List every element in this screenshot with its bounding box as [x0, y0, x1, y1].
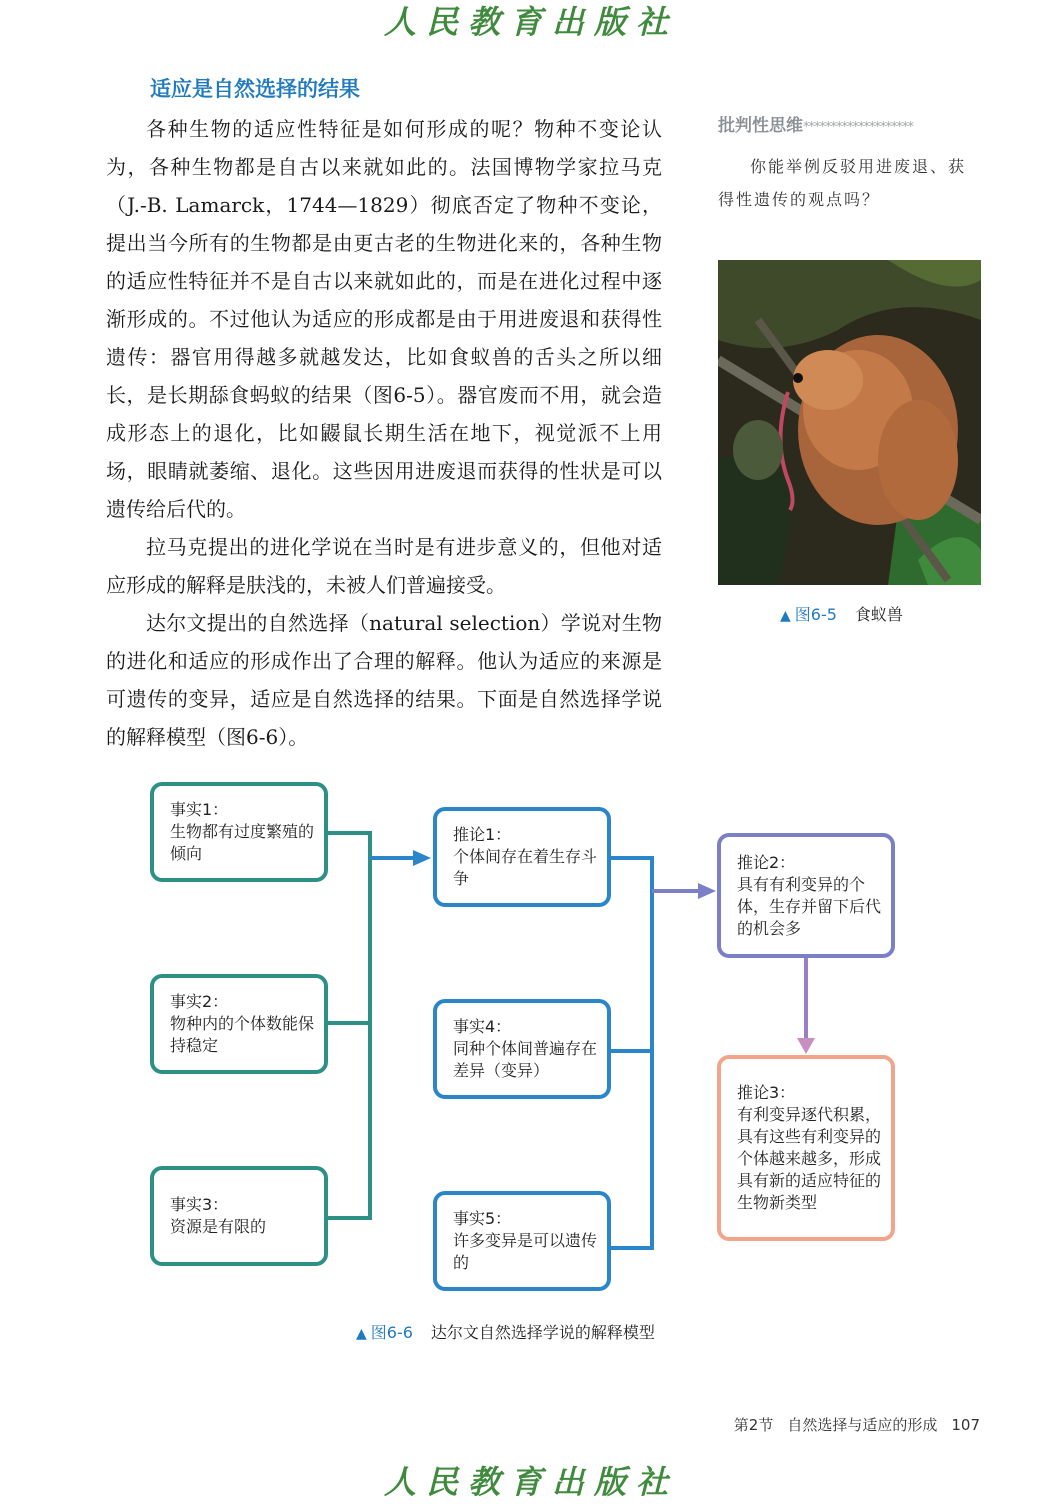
inference-3-text: 有利变异逐代积累，具有这些有利变异的个体越来越多，形成具有新的适应特征的生物新类型 [737, 1105, 882, 1212]
inference-3-title: 推论3： [737, 1083, 796, 1102]
fact-5-text: 许多变异是可以遗传的 [453, 1231, 598, 1272]
inference-2-text: 具有有利变异的个体，生存并留下后代的机会多 [737, 874, 882, 938]
figure-label: 图6-6 [370, 1323, 413, 1342]
paragraph: 拉马克提出的进化学说在当时是有进步意义的，但他对适应形成的解释是肤浅的，未被人们普遍接受。 [106, 535, 662, 597]
footer-section: 第2节 [733, 1416, 774, 1434]
critical-thinking-heading [718, 114, 982, 140]
figure-label: 图6-5 [794, 605, 837, 624]
critical-thinking-question: 你能举例反驳用进废退、获得性遗传的观点吗？ [718, 157, 967, 209]
fact-5-title: 事实5： [453, 1209, 512, 1228]
figure-caption-text: 食蚁兽 [854, 605, 903, 624]
inference-1-text: 个体间存在着生存斗争 [453, 847, 598, 888]
fact-1-title: 事实1： [170, 800, 229, 819]
fact-4-title: 事实4： [453, 1017, 512, 1036]
inference-2-title: 推论2： [737, 852, 796, 872]
fact-5-box [433, 1191, 611, 1291]
heading-label: 批判性思维 [718, 116, 803, 136]
main-text [106, 110, 662, 756]
page-number: 107 [951, 1416, 980, 1434]
fact-2-text: 物种内的个体数能保持稳定 [170, 1014, 315, 1055]
inference-3-box [717, 1055, 895, 1241]
inference-2-box [717, 833, 895, 958]
triangle-marker-icon: ▲ [780, 608, 791, 624]
inference-1-box [433, 807, 611, 907]
page-footer [720, 1414, 980, 1436]
fact-3-text: 资源是有限的 [170, 1217, 267, 1236]
fact-3-title: 事实3： [170, 1195, 229, 1214]
figure-6-5-caption [780, 604, 903, 627]
fact-1-text: 生物都有过度繁殖的倾向 [170, 822, 315, 863]
footer-title: 自然选择与适应的形成 [787, 1416, 938, 1434]
figure-6-6-caption [356, 1322, 655, 1345]
decorative-stars: ******************** [803, 120, 913, 135]
fact-4-text: 同种个体间普遍存在差异（变异） [453, 1039, 598, 1080]
fact-4-box [433, 999, 611, 1099]
fact-2-title: 事实2： [170, 992, 229, 1011]
paragraph: 各种生物的适应性特征是如何形成的呢？物种不变论认为，各种生物都是自古以来就如此的。法国博物学家拉马克（J.-B. Lamarck，1744—1829）彻底否定了物种不变论，提出当今所有的生物都是由更古老的生物进化来的，各种生物的适应性特征并不是自古以来就如此的，而是在进化过程中逐渐形成的。不过他认为适应的形成都是由于用进废退和获得性遗传：器官用得越多就越发达，比如食蚁兽的舌头之所以细长，是长期舔食蚂蚁的结果（图6-5）。器官废而不用，就会造成形态上的退化，比如鼹鼠长期生活在地下，视觉派不上用场，眼睛就萎缩、退化。这些因用进废退而获得的性状是可以遗传给后代的。 [106, 117, 662, 521]
publisher-header: 人民教育出版社 [383, 3, 678, 41]
section-title: 适应是自然选择的结果 [150, 77, 360, 101]
triangle-marker-icon: ▲ [356, 1326, 367, 1342]
figure-caption-text: 达尔文自然选择学说的解释模型 [430, 1323, 655, 1342]
fact-2-box [150, 974, 328, 1074]
natural-selection-diagram [0, 770, 1062, 1310]
fact-3-box [150, 1166, 328, 1266]
paragraph: 达尔文提出的自然选择（natural selection）学说对生物的进化和适应的形成作出了合理的解释。他认为适应的来源是可遗传的变异，适应是自然选择的结果。下面是自然选择学说的解释模型（图6-6）。 [106, 611, 662, 749]
anteater-photo [718, 260, 981, 585]
publisher-footer: 人民教育出版社 [383, 1463, 678, 1501]
fact-1-box [150, 782, 328, 882]
inference-1-title: 推论1： [453, 825, 512, 844]
